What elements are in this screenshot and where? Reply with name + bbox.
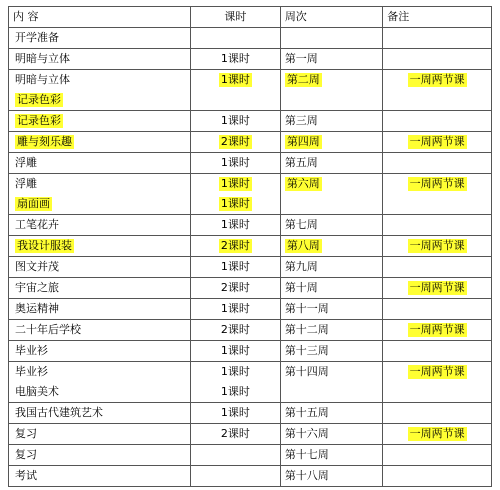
cell-week	[280, 299, 382, 320]
note-label: 一周两节课	[409, 177, 465, 190]
cell-note	[383, 153, 492, 174]
cell-note	[383, 70, 492, 111]
header-note: 备注	[383, 7, 492, 28]
lesson-hours: 2课时	[220, 239, 250, 252]
table-row	[9, 174, 492, 215]
lesson-hours: 1课时	[220, 114, 250, 127]
lesson-hours: 1课时	[220, 260, 250, 273]
cell-note	[383, 466, 492, 487]
lesson-name: 浮雕	[15, 177, 37, 190]
lesson-hours: 2课时	[220, 323, 250, 336]
cell-content	[9, 132, 191, 153]
schedule-body	[9, 28, 492, 487]
note-label: 一周两节课	[409, 365, 465, 378]
cell-hours	[190, 257, 280, 278]
cell-note	[383, 445, 492, 466]
week-label: 第三周	[284, 114, 318, 127]
table-row	[9, 70, 492, 111]
lesson-hours: 1课时	[220, 197, 250, 210]
cell-hours	[190, 28, 280, 49]
lesson-hours: 1课时	[220, 385, 250, 398]
cell-hours	[190, 362, 280, 403]
week-label: 第六周	[286, 177, 320, 190]
week-label: 第十二周	[284, 323, 329, 336]
cell-hours	[190, 153, 280, 174]
cell-hours	[190, 70, 280, 111]
cell-note	[383, 215, 492, 236]
lesson-name: 记录色彩	[17, 93, 61, 106]
cell-content	[9, 28, 191, 49]
table-row	[9, 28, 492, 49]
cell-content	[9, 70, 191, 111]
note-label: 一周两节课	[409, 323, 465, 336]
cell-content	[9, 362, 191, 403]
table-row	[9, 236, 492, 257]
cell-hours	[190, 299, 280, 320]
cell-hours	[190, 236, 280, 257]
lesson-name: 宇宙之旅	[15, 281, 59, 294]
cell-week	[280, 278, 382, 299]
lesson-name: 图文并茂	[15, 260, 59, 273]
lesson-name: 考试	[15, 469, 37, 482]
cell-hours	[190, 215, 280, 236]
header-row	[9, 7, 492, 28]
table-row	[9, 111, 492, 132]
cell-content	[9, 278, 191, 299]
cell-note	[383, 320, 492, 341]
cell-hours	[190, 445, 280, 466]
cell-hours	[190, 341, 280, 362]
note-label: 一周两节课	[409, 281, 465, 294]
cell-week	[280, 70, 382, 111]
table-row	[9, 257, 492, 278]
schedule-table	[8, 6, 492, 487]
lesson-name: 扇面画	[17, 197, 50, 210]
lesson-hours: 2课时	[220, 281, 250, 294]
table-row	[9, 153, 492, 174]
table-row	[9, 278, 492, 299]
table-row	[9, 362, 492, 403]
week-label: 第十四周	[284, 365, 329, 378]
table-row	[9, 299, 492, 320]
week-label: 第七周	[284, 218, 318, 231]
cell-note	[383, 132, 492, 153]
week-label: 第八周	[286, 239, 320, 252]
lesson-name: 浮雕	[15, 156, 37, 169]
cell-note	[383, 111, 492, 132]
cell-week	[280, 424, 382, 445]
cell-hours	[190, 49, 280, 70]
cell-week	[280, 403, 382, 424]
cell-note	[383, 341, 492, 362]
week-label: 第十一周	[284, 302, 329, 315]
note-label: 一周两节课	[409, 135, 465, 148]
header-content: 内 容	[9, 7, 191, 28]
lesson-hours: 1课时	[220, 344, 250, 357]
cell-week	[280, 215, 382, 236]
cell-hours	[190, 111, 280, 132]
table-row	[9, 215, 492, 236]
cell-hours	[190, 174, 280, 215]
week-label: 第十三周	[284, 344, 329, 357]
week-label: 第十六周	[284, 427, 329, 440]
table-row	[9, 466, 492, 487]
week-label: 第九周	[284, 260, 318, 273]
table-row	[9, 341, 492, 362]
cell-week	[280, 174, 382, 215]
cell-note	[383, 424, 492, 445]
lesson-name: 我设计服装	[17, 239, 72, 252]
cell-hours	[190, 466, 280, 487]
lesson-name: 明暗与立体	[15, 52, 70, 65]
cell-content	[9, 424, 191, 445]
lesson-name: 明暗与立体	[15, 73, 70, 86]
header-hours: 课时	[190, 7, 280, 28]
lesson-name: 二十年后学校	[15, 323, 81, 336]
cell-hours	[190, 320, 280, 341]
note-label: 一周两节课	[409, 73, 465, 86]
lesson-hours: 1课时	[220, 365, 250, 378]
cell-content	[9, 236, 191, 257]
cell-content	[9, 445, 191, 466]
week-label: 第十七周	[284, 448, 329, 461]
cell-content	[9, 257, 191, 278]
cell-week	[280, 445, 382, 466]
header-week: 周次	[280, 7, 382, 28]
lesson-name: 记录色彩	[17, 114, 61, 127]
lesson-hours: 1课时	[220, 302, 250, 315]
cell-week	[280, 111, 382, 132]
cell-note	[383, 28, 492, 49]
cell-note	[383, 257, 492, 278]
week-label: 第四周	[286, 135, 320, 148]
cell-note	[383, 49, 492, 70]
lesson-name: 复习	[15, 448, 37, 461]
cell-week	[280, 257, 382, 278]
table-row	[9, 132, 492, 153]
cell-content	[9, 341, 191, 362]
week-label: 第十周	[284, 281, 318, 294]
table-row	[9, 445, 492, 466]
lesson-name: 毕业衫	[15, 344, 48, 357]
note-label: 一周两节课	[409, 427, 465, 440]
lesson-hours: 1课时	[220, 406, 250, 419]
lesson-name: 电脑美术	[15, 385, 59, 398]
cell-hours	[190, 403, 280, 424]
cell-content	[9, 403, 191, 424]
lesson-name: 工笔花卉	[15, 218, 59, 231]
lesson-hours: 1课时	[220, 177, 250, 190]
table-row	[9, 424, 492, 445]
cell-hours	[190, 132, 280, 153]
lesson-name: 奥运精神	[15, 302, 59, 315]
cell-content	[9, 466, 191, 487]
lesson-hours: 2课时	[220, 427, 250, 440]
lesson-hours: 1课时	[220, 156, 250, 169]
lesson-hours: 2课时	[220, 135, 250, 148]
lesson-name: 我国古代建筑艺术	[15, 406, 103, 419]
cell-hours	[190, 424, 280, 445]
lesson-name: 雕与刻乐趣	[17, 135, 72, 148]
lesson-name: 复习	[15, 427, 37, 440]
cell-content	[9, 299, 191, 320]
week-label: 第十八周	[284, 469, 329, 482]
lesson-name: 开学准备	[15, 31, 59, 44]
cell-note	[383, 278, 492, 299]
cell-content	[9, 215, 191, 236]
lesson-name: 毕业衫	[15, 365, 48, 378]
cell-note	[383, 236, 492, 257]
table-row	[9, 49, 492, 70]
table-row	[9, 320, 492, 341]
cell-week	[280, 466, 382, 487]
week-label: 第五周	[284, 156, 318, 169]
cell-content	[9, 49, 191, 70]
cell-week	[280, 153, 382, 174]
note-label: 一周两节课	[409, 239, 465, 252]
cell-hours	[190, 278, 280, 299]
week-label: 第二周	[286, 73, 320, 86]
table-row	[9, 403, 492, 424]
cell-note	[383, 174, 492, 215]
cell-week	[280, 362, 382, 403]
week-label: 第十五周	[284, 406, 329, 419]
lesson-hours: 1课时	[220, 73, 250, 86]
cell-week	[280, 28, 382, 49]
cell-note	[383, 403, 492, 424]
cell-note	[383, 299, 492, 320]
cell-week	[280, 49, 382, 70]
cell-content	[9, 174, 191, 215]
week-label: 第一周	[284, 52, 318, 65]
cell-week	[280, 320, 382, 341]
cell-content	[9, 320, 191, 341]
cell-week	[280, 341, 382, 362]
cell-note	[383, 362, 492, 403]
lesson-hours: 1课时	[220, 218, 250, 231]
lesson-hours: 1课时	[220, 52, 250, 65]
cell-content	[9, 153, 191, 174]
cell-week	[280, 132, 382, 153]
cell-content	[9, 111, 191, 132]
cell-week	[280, 236, 382, 257]
